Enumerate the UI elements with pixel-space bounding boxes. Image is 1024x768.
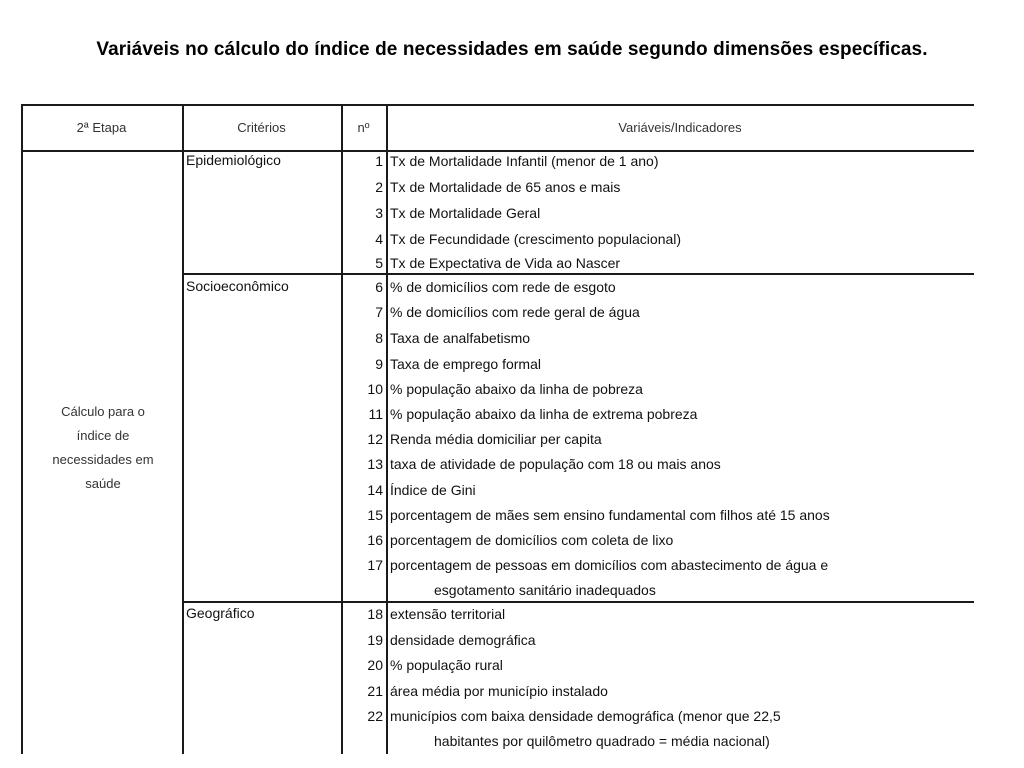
table-row: [342, 479, 476, 501]
table-row: [342, 680, 608, 702]
row-indicator: densidade demográfica: [390, 632, 536, 648]
row-number: 9: [375, 356, 383, 372]
row-indicator-continuation: esgotamento sanitário inadequados: [434, 582, 656, 598]
table-row: [342, 603, 505, 625]
group-divider-2: [182, 601, 974, 603]
row-indicator-continuation: habitantes por quilômetro quadrado = média nacional): [434, 733, 770, 749]
header-criterios: Critérios: [237, 120, 286, 135]
row-indicator: municípios com baixa densidade demográfica (menor que 22,5: [390, 708, 781, 724]
row-indicator: porcentagem de domicílios com coleta de lixo: [390, 532, 674, 548]
row-indicator: Tx de Mortalidade de 65 anos e mais: [390, 179, 621, 195]
table-row: [342, 228, 681, 250]
row-indicator: Tx de Mortalidade Infantil (menor de 1 ano): [390, 153, 659, 169]
column-divider-etapa: [182, 104, 184, 754]
row-indicator: % de domicílios com rede geral de água: [390, 304, 640, 320]
table-row: [342, 301, 640, 323]
row-indicator: taxa de atividade de população com 18 ou mais anos: [390, 456, 721, 472]
row-indicator: Índice de Gini: [390, 482, 476, 498]
row-indicator: % população rural: [390, 657, 503, 673]
table-row: [342, 252, 620, 274]
row-indicator: Tx de Expectativa de Vida ao Nascer: [390, 255, 621, 271]
row-indicator: Renda média domiciliar per capita: [390, 431, 602, 447]
row-number: 16: [367, 532, 383, 548]
etapa-label-line: necessidades em: [52, 452, 154, 467]
criterio-geografico: Geográfico: [186, 605, 255, 621]
row-number: 6: [375, 279, 383, 295]
table-row: [342, 504, 830, 526]
row-number: 12: [367, 431, 383, 447]
row-indicator: Taxa de analfabetismo: [390, 330, 531, 346]
row-number: 22: [367, 708, 383, 724]
etapa-label-line: saúde: [85, 476, 121, 491]
header-variaveis: Variáveis/Indicadores: [618, 120, 742, 135]
row-number: 7: [375, 304, 383, 320]
row-number: 17: [367, 557, 383, 573]
table-row: [342, 629, 536, 651]
row-indicator: % população abaixo da linha de extrema pobreza: [390, 406, 698, 422]
table-row: [342, 150, 658, 172]
row-indicator: Taxa de emprego formal: [390, 356, 541, 372]
row-number: 8: [375, 330, 383, 346]
table-row: [342, 327, 530, 349]
etapa-label-line: Cálculo para o: [61, 404, 145, 419]
table-left-border: [21, 104, 23, 754]
row-number: 14: [367, 482, 383, 498]
row-number: 2: [375, 179, 383, 195]
row-number: 4: [375, 231, 383, 247]
table-row: [342, 276, 616, 298]
table-row: [342, 378, 643, 400]
row-indicator: % população abaixo da linha de pobreza: [390, 381, 643, 397]
variables-table: [21, 104, 974, 754]
table-row: [342, 529, 673, 551]
table-row: [342, 403, 697, 425]
row-indicator: porcentagem de pessoas em domicílios com abastecimento de água e: [390, 557, 829, 573]
table-row: [342, 353, 541, 375]
table-row: [342, 176, 620, 198]
row-number: 15: [367, 507, 383, 523]
table-row: [342, 428, 602, 450]
table-row: [342, 654, 503, 676]
table-row: [342, 554, 828, 576]
row-indicator: Tx de Fecundidade (crescimento populacional): [390, 231, 682, 247]
row-number: 18: [367, 606, 383, 622]
row-indicator: % de domicílios com rede de esgoto: [390, 279, 616, 295]
criterio-socioeconomico: Socioeconômico: [186, 278, 289, 294]
row-number: 3: [375, 205, 383, 221]
row-number: 13: [367, 456, 383, 472]
row-indicator: área média por município instalado: [390, 683, 608, 699]
row-indicator: porcentagem de mães sem ensino fundamental com filhos até 15 anos: [390, 507, 830, 523]
row-number: 1: [375, 153, 383, 169]
row-indicator: extensão territorial: [390, 606, 506, 622]
table-row: [342, 705, 781, 727]
row-number: 5: [375, 255, 383, 271]
header-etapa: 2ª Etapa: [76, 120, 127, 135]
etapa-label-line: índice de: [76, 428, 130, 443]
header-numero: nº: [357, 120, 370, 135]
row-number: 19: [367, 632, 383, 648]
table-row: [342, 453, 721, 475]
table-row: [342, 202, 540, 224]
criterio-epidemiologico: Epidemiológico: [186, 152, 281, 168]
row-number: 10: [367, 381, 383, 397]
row-indicator: Tx de Mortalidade Geral: [390, 205, 541, 221]
row-number: 21: [367, 683, 383, 699]
page-title: Variáveis no cálculo do índice de necessidades em saúde segundo dimensões específicas.: [96, 39, 928, 60]
row-number: 11: [368, 406, 383, 422]
etapa-label: [33, 400, 173, 496]
row-number: 20: [367, 657, 383, 673]
